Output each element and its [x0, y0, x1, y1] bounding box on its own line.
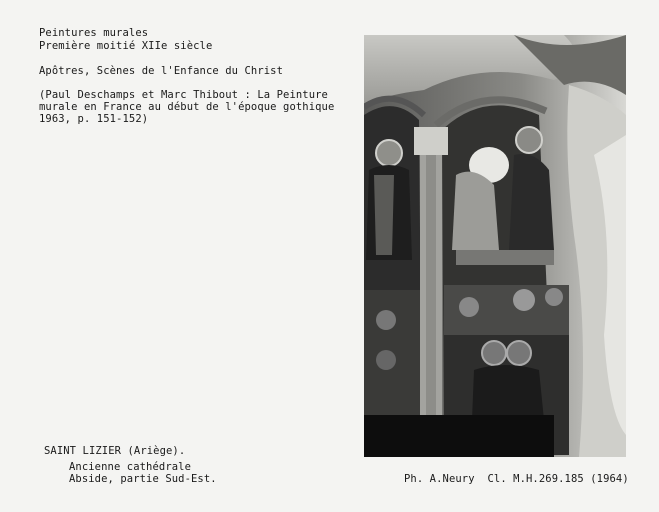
building-line: Ancienne cathédrale: [69, 461, 192, 473]
detail-line: Abside, partie Sud-Est.: [69, 473, 217, 485]
mural-photograph: [364, 35, 626, 457]
reference-line-1: (Paul Deschamps et Marc Thibout : La Peinture: [39, 89, 328, 101]
category-line: Peintures murales: [39, 27, 149, 39]
photo-credit: Ph. A.Neury Cl. M.H.269.185 (1964): [404, 473, 629, 485]
mural-photo-drawing: [364, 35, 626, 457]
reference-line-3: 1963, p. 151-152): [39, 113, 149, 125]
date-line: Première moitié XIIe siècle: [39, 40, 213, 52]
place-line: SAINT LIZIER (Ariège).: [44, 445, 186, 457]
subject-line: Apôtres, Scènes de l'Enfance du Christ: [39, 65, 284, 77]
reference-line-2: murale en France au début de l'époque gothique: [39, 101, 335, 113]
